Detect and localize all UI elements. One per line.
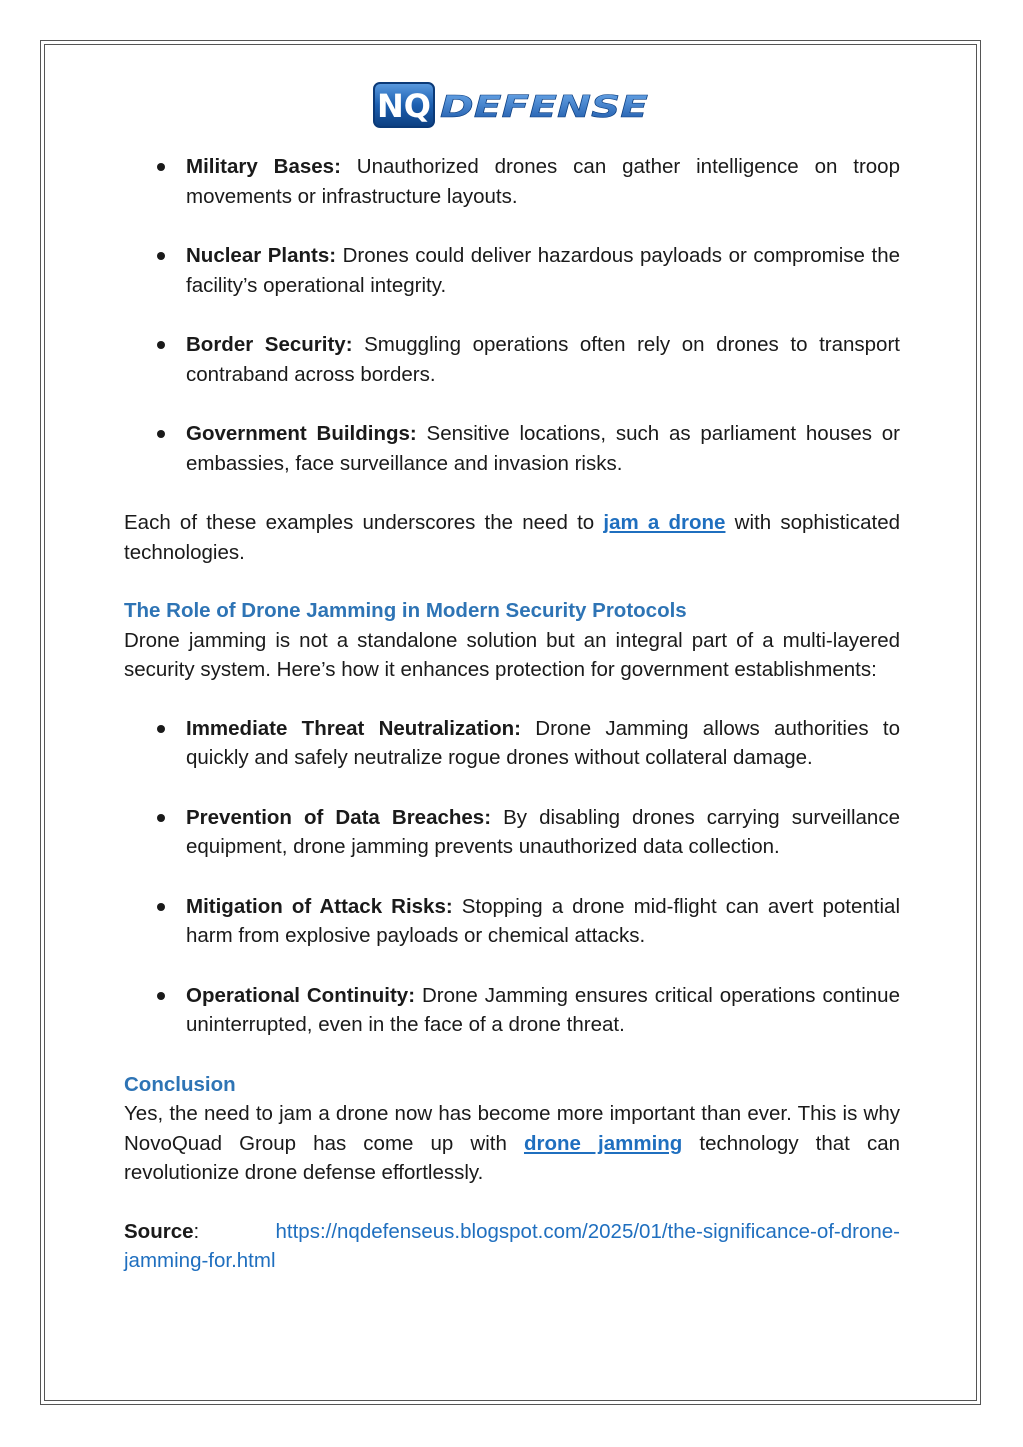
bullet-icon <box>157 163 165 171</box>
bullet-icon <box>157 814 165 822</box>
drone-jamming-link[interactable]: drone jamming <box>523 1131 683 1155</box>
nq-defense-logo <box>372 80 652 132</box>
list-item: Military Bases: Unauthorized drones can gather intelligence on troop movements or infrastructure layouts. <box>124 152 900 211</box>
list-item: Prevention of Data Breaches: By disabling drones carrying surveillance equipment, drone jamming prevents unauthorized data collection. <box>124 803 900 862</box>
conclusion-paragraph: Yes, the need to jam a drone now has become more important than ever. This is why NovoQuad Group has come up with drone jamming technology that can revolutionize drone defense effortlessly. <box>124 1102 901 1184</box>
examples-paragraph: Each of these examples underscores the need to jam a drone with sophisticated technologies. <box>124 511 900 564</box>
role-paragraph: Drone jamming is not a standalone solution but an integral part of a multi-layered security system. Here’s how it enhances protection for government establishments: <box>124 628 900 681</box>
source-line: Source: https://nqdefenseus.blogspot.com/2025/01/the-significance-of-drone-jamming-for.html <box>124 1219 900 1272</box>
list-item: Operational Continuity: Drone Jamming ensures critical operations continue uninterrupted, even in the face of a drone threat. <box>124 981 900 1040</box>
bullet-icon <box>157 725 165 733</box>
jam-a-drone-link[interactable]: jam a drone <box>603 511 726 534</box>
list-item: Mitigation of Attack Risks: Stopping a drone mid-flight can avert potential harm from explosive payloads or chemical attacks. <box>124 892 900 951</box>
list-item: Government Buildings: Sensitive locations, such as parliament houses or embassies, face surveillance and invasion risks. <box>124 419 900 478</box>
threat-locations-list <box>124 152 900 478</box>
list-item: Nuclear Plants: Drones could deliver hazardous payloads or compromise the facility’s operational integrity. <box>124 241 900 300</box>
list-item: Border Security: Smuggling operations often rely on drones to transport contraband across borders. <box>124 330 900 389</box>
bullet-icon <box>157 992 165 1000</box>
list-item: Immediate Threat Neutralization: Drone Jamming allows authorities to quickly and safely neutralize rogue drones without collateral damage. <box>124 714 900 773</box>
bullet-icon <box>157 430 165 438</box>
bullet-icon <box>157 341 165 349</box>
section-heading-role: The Role of Drone Jamming in Modern Security Protocols <box>124 599 687 622</box>
bullet-icon <box>157 252 165 260</box>
logo-nq-text: NQ <box>377 87 431 125</box>
section-heading-conclusion: Conclusion <box>124 1072 236 1096</box>
document-body <box>124 152 900 1276</box>
benefits-list <box>124 714 900 1040</box>
source-url-link[interactable]: https://nqdefenseus.blogspot.com/2025/01/the-significance-of-drone-jamming-for.html <box>124 1219 900 1272</box>
logo-defense-text: DEFENSE <box>440 90 649 125</box>
bullet-icon <box>157 903 165 911</box>
